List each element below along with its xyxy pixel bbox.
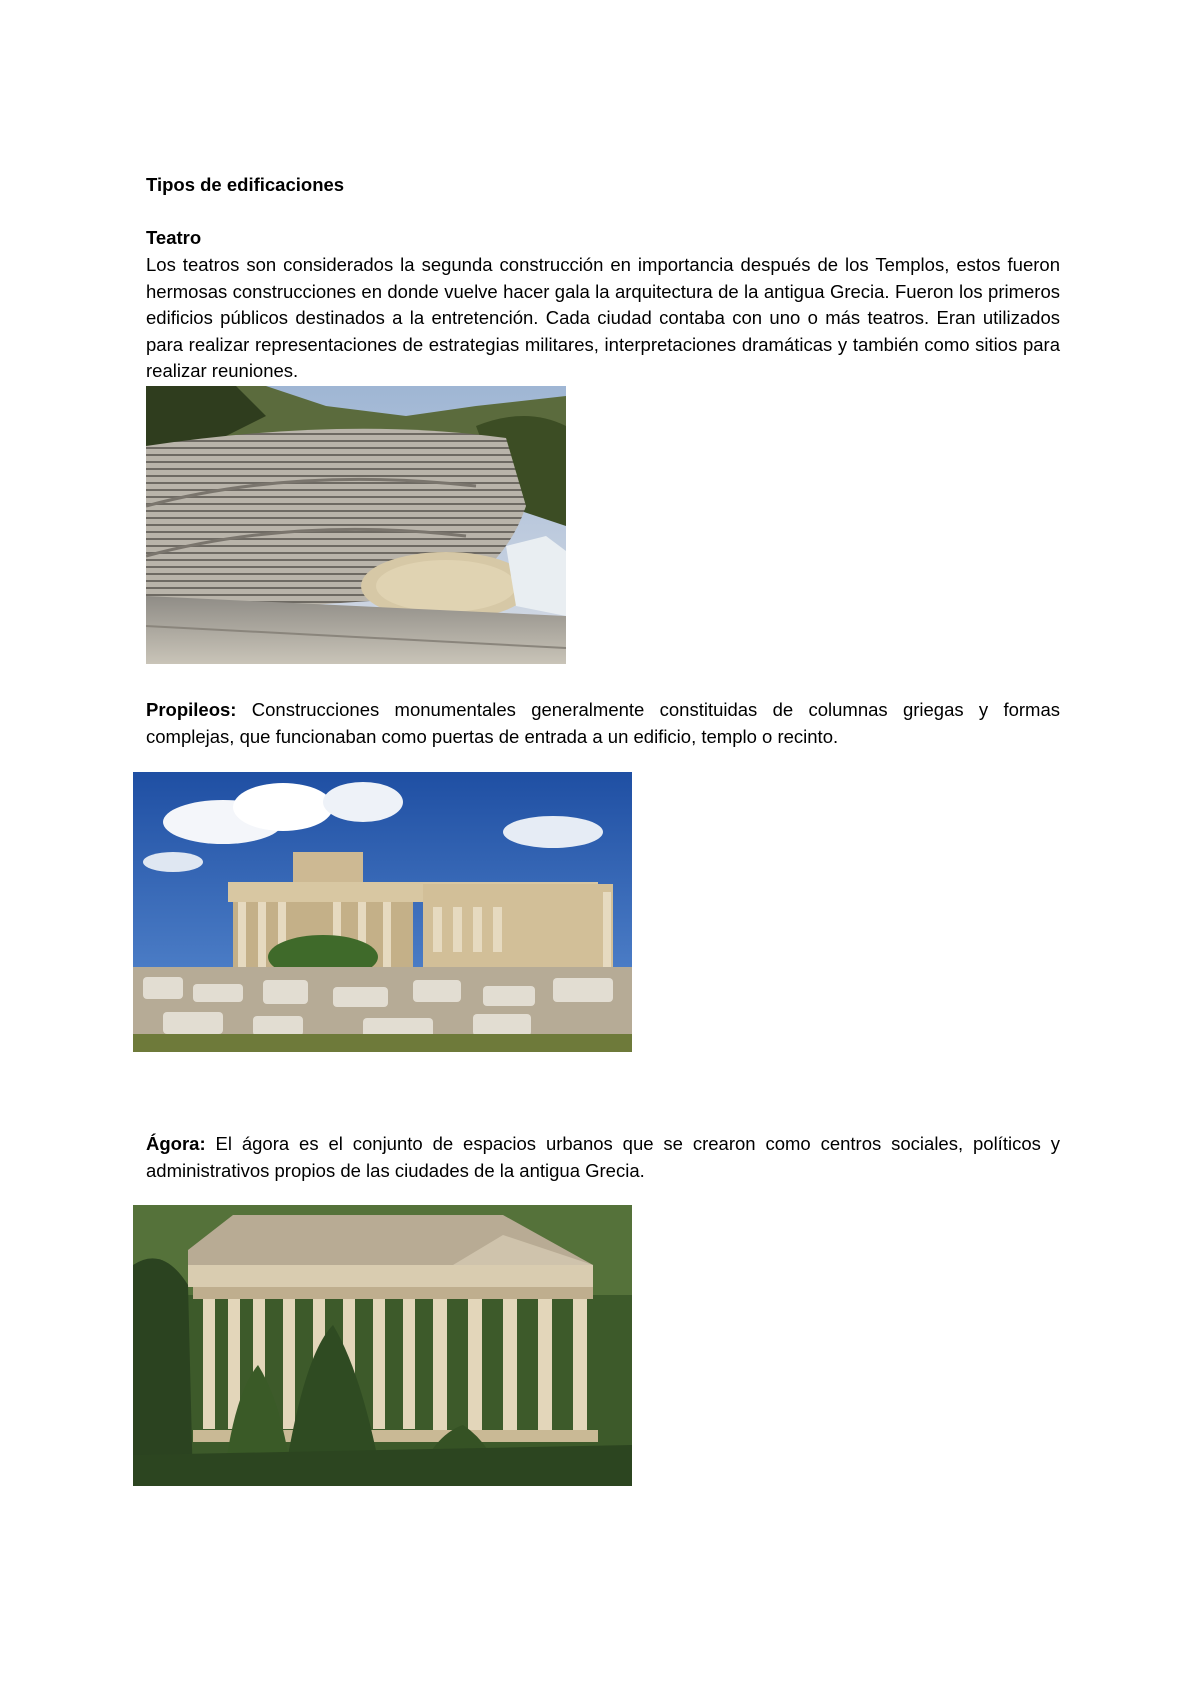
section-heading-propileos: Propileos:: [146, 699, 237, 720]
erechtheion-propylaea-photo: [133, 772, 632, 1052]
section-body-propileos: [146, 697, 1060, 750]
document-title: Tipos de edificaciones: [146, 174, 345, 195]
section-text-agora: El ágora es el conjunto de espacios urbanos que se crearon como centros sociales, políticos y administrativos propios de las ciudades de la antigua Grecia.: [146, 1133, 1060, 1181]
agora-temple-photo: [133, 1205, 632, 1486]
section-text-propileos: Construcciones monumentales generalmente constituidas de columnas griegas y formas complejas, que funcionaban como puertas de entrada a un edificio, templo o recinto.: [146, 699, 1060, 747]
section-body-teatro: Los teatros son considerados la segunda construcción en importancia después de los Templos, estos fueron hermosas construcciones en donde vuelve hacer gala la arquitectura de la antigua Grecia. Fueron los primeros edificios públicos destinados a la entretención. Cada ciudad contaba con uno o más teatros. Eran utilizados para realizar representaciones de estrategias militares, interpretaciones dramáticas y también como sitios para realizar reuniones.: [146, 254, 1060, 381]
section-body-agora: [146, 1131, 1060, 1184]
section-heading-teatro: Teatro: [146, 227, 202, 248]
greek-theater-photo: [146, 386, 566, 664]
section-heading-agora: Ágora:: [146, 1133, 206, 1154]
